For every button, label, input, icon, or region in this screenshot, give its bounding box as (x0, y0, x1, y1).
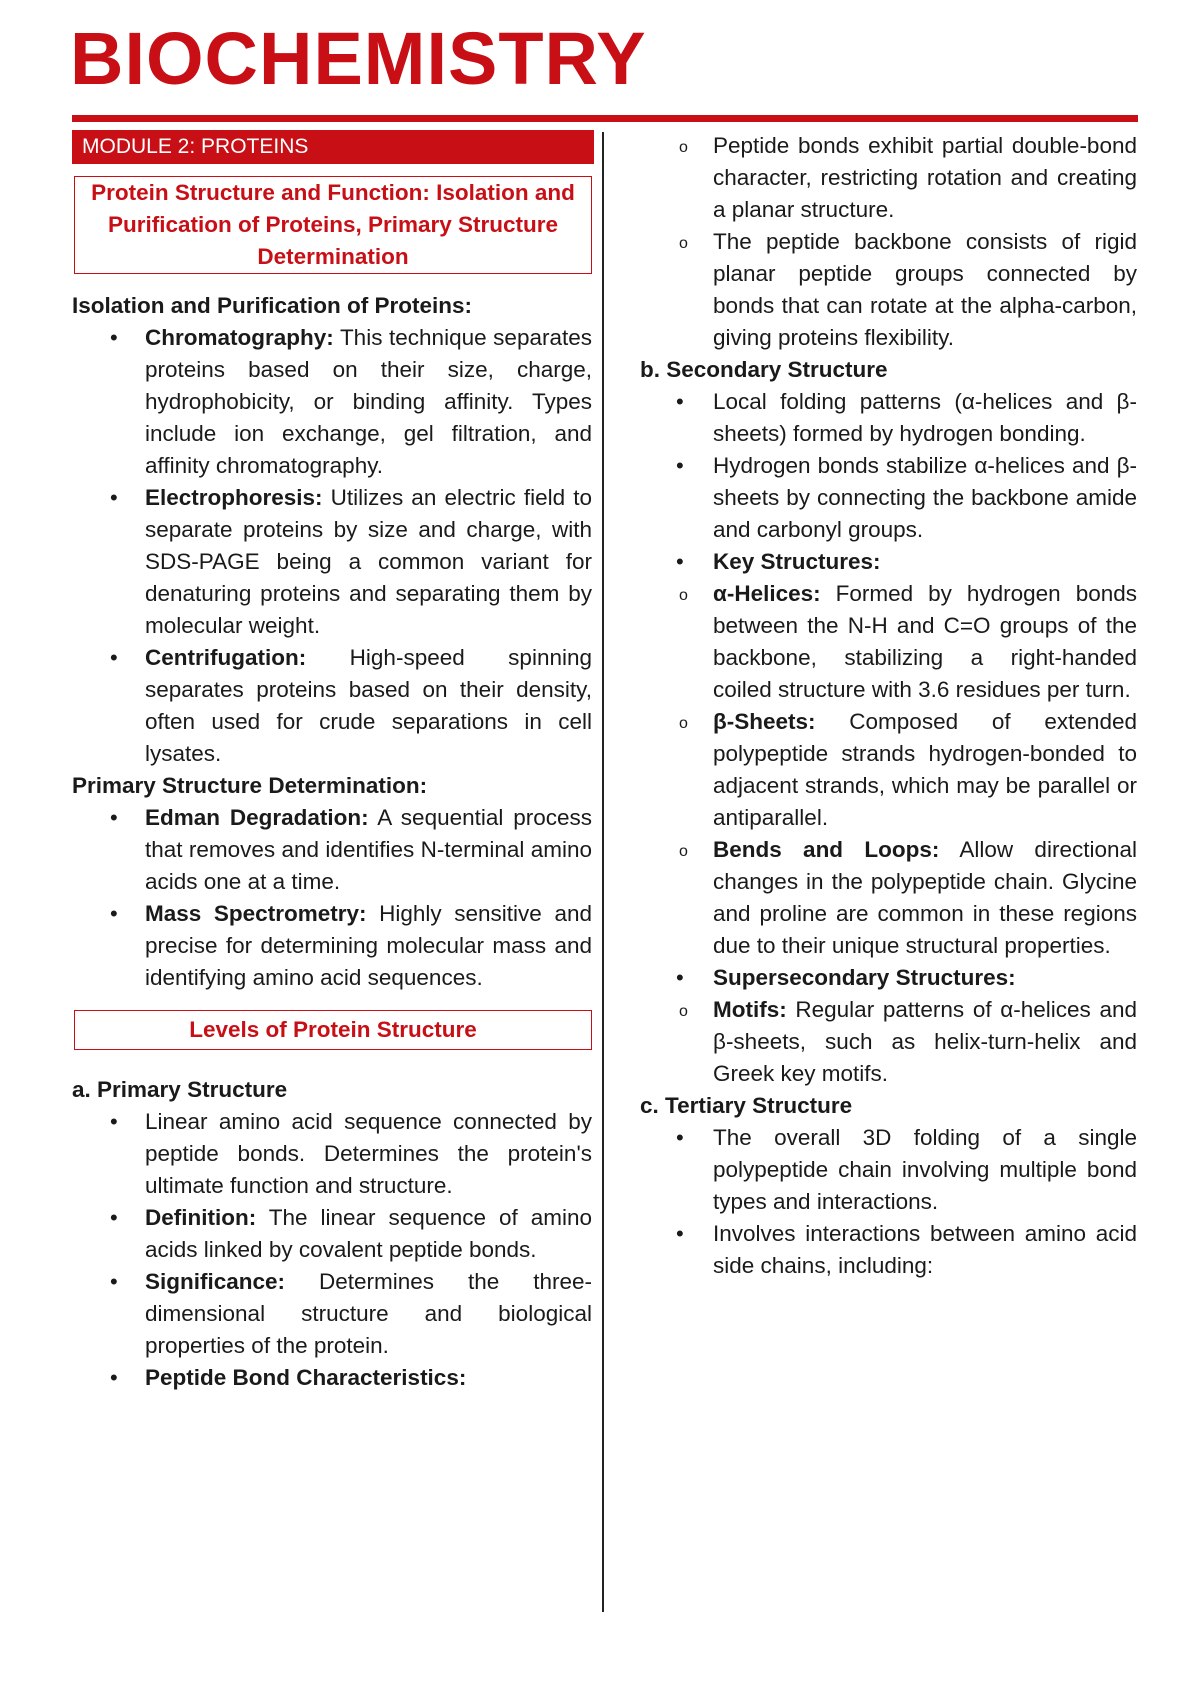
secondary-structure-list (640, 386, 1137, 578)
list-item: • Local folding patterns (α-helices and β-sheets) formed by hydrogen bonding. (640, 386, 1137, 450)
list-item: • Centrifugation: High-speed spinning separates proteins based on their density, often used for crude separations in cell lysates. (72, 642, 592, 770)
primary-structure-list (72, 1106, 592, 1394)
module-label: MODULE 2: PROTEINS (72, 130, 594, 164)
right-column (640, 130, 1137, 1282)
isolation-list (72, 322, 592, 770)
list-item: o The peptide backbone consists of rigid planar peptide groups connected by bonds that can rotate at the alpha-carbon, giving proteins flexibility. (567, 226, 1137, 354)
tertiary-structure-heading: c. Tertiary Structure (640, 1093, 853, 1118)
list-item: • Electrophoresis: Utilizes an electric field to separate proteins by size and charge, with SDS-PAGE being a common variant for denaturing proteins and separating them by molecular weight. (72, 482, 592, 642)
tertiary-structure-list (640, 1122, 1137, 1282)
list-item: • The overall 3D folding of a single polypeptide chain involving multiple bond types and interactions. (640, 1122, 1137, 1218)
key-structures-list (567, 578, 1137, 962)
section-box-levels: Levels of Protein Structure (74, 1010, 592, 1050)
list-item: • Supersecondary Structures: (640, 962, 1137, 994)
list-item: o β-Sheets: Composed of extended polypeptide strands hydrogen-bonded to adjacent strands, which may be parallel or antiparallel. (567, 706, 1137, 834)
list-item: • Significance: Determines the three-dimensional structure and biological properties of the protein. (72, 1266, 592, 1362)
list-item: • Chromatography: This technique separates proteins based on their size, charge, hydrophobicity, or binding affinity. Types include ion exchange, gel filtration, and affinity chromatography. (72, 322, 592, 482)
primary-structure-heading: a. Primary Structure (72, 1077, 288, 1102)
list-item: • Linear amino acid sequence connected by peptide bonds. Determines the protein's ultimate function and structure. (72, 1106, 592, 1202)
motifs-list (567, 994, 1137, 1090)
list-item: • Peptide Bond Characteristics: (72, 1362, 592, 1394)
document-title: BIOCHEMISTRY (70, 17, 647, 100)
title-rule (72, 115, 1138, 122)
supersecondary-list (640, 962, 1137, 994)
list-item: • Key Structures: (640, 546, 1137, 578)
list-item: o Peptide bonds exhibit partial double-bond character, restricting rotation and creating a planar structure. (567, 130, 1137, 226)
isolation-heading: Isolation and Purification of Proteins: (72, 293, 473, 318)
primary-determination-heading: Primary Structure Determination: (72, 773, 428, 798)
list-item: • Hydrogen bonds stabilize α-helices and β-sheets by connecting the backbone amide and carbonyl groups. (640, 450, 1137, 546)
secondary-structure-heading: b. Secondary Structure (640, 357, 888, 382)
section-box-isolation: Protein Structure and Function: Isolation and Purification of Proteins, Primary Structure Determination (74, 176, 592, 274)
primary-determination-list (72, 802, 592, 994)
list-item: • Definition: The linear sequence of amino acids linked by covalent peptide bonds. (72, 1202, 592, 1266)
list-item: o Motifs: Regular patterns of α-helices and β-sheets, such as helix-turn-helix and Greek key motifs. (567, 994, 1137, 1090)
list-item: o α-Helices: Formed by hydrogen bonds between the N-H and C=O groups of the backbone, stabilizing a right-handed coiled structure with 3.6 residues per turn. (567, 578, 1137, 706)
list-item: • Edman Degradation: A sequential process that removes and identifies N-terminal amino acids one at a time. (72, 802, 592, 898)
list-item: • Mass Spectrometry: Highly sensitive and precise for determining molecular mass and identifying amino acid sequences. (72, 898, 592, 994)
left-column (72, 130, 592, 1394)
list-item: • Involves interactions between amino acid side chains, including: (640, 1218, 1137, 1282)
peptide-bond-sublist (567, 130, 1137, 354)
list-item: o Bends and Loops: Allow directional changes in the polypeptide chain. Glycine and proline are common in these regions due to their unique structural properties. (567, 834, 1137, 962)
